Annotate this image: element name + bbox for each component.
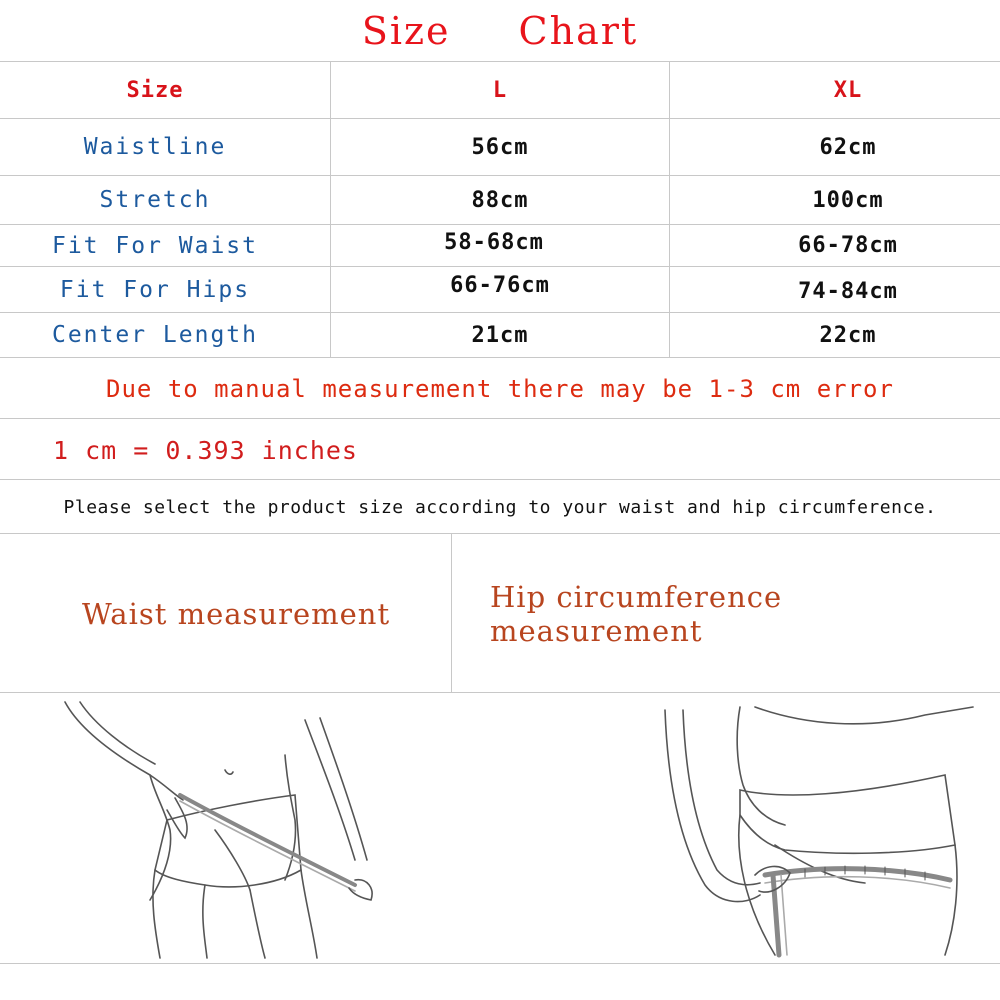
size-chart-title — [0, 0, 1000, 62]
cell-center-length-xl: 22cm — [819, 322, 877, 348]
cell-fit-for-hips-xl: 74-84cm — [798, 279, 898, 304]
header-xl: XL — [833, 77, 863, 103]
hip-measurement-heading: Hip circumference measurement — [490, 580, 783, 648]
inch-conversion-note: 1 cm = 0.393 inches — [53, 435, 358, 465]
notes-divider — [0, 479, 1000, 480]
table-bottom-border — [0, 357, 1000, 358]
cell-waistline-l: 56cm — [471, 134, 529, 160]
title-word-chart: Chart — [518, 9, 639, 53]
waist-measurement-heading: Waist measurement — [82, 597, 391, 631]
measurement-error-note: Due to manual measurement there may be 1-3 cm error — [106, 375, 894, 403]
header-size: Size — [126, 77, 184, 103]
cell-stretch-xl: 100cm — [812, 187, 884, 213]
measurement-divider — [0, 692, 1000, 693]
row-label-center-length: Center Length — [51, 322, 258, 348]
row-label-fit-for-hips: Fit For Hips — [59, 276, 251, 303]
cell-fit-for-waist-l: 58-68cm — [444, 230, 544, 255]
size-selection-note: Please select the product size according to your waist and hip circumference. — [63, 496, 937, 518]
row-label-stretch: Stretch — [99, 187, 211, 213]
page-bottom-divider — [0, 963, 1000, 964]
title-word-size: Size — [361, 9, 451, 53]
notes-divider — [0, 533, 1000, 534]
measurement-column-divider — [451, 533, 452, 693]
row-label-fit-for-waist: Fit For Waist — [51, 232, 258, 259]
cell-fit-for-hips-l: 66-76cm — [450, 273, 550, 298]
hip-measuring-illustration — [655, 705, 980, 960]
cell-fit-for-waist-xl: 66-78cm — [798, 233, 898, 258]
cell-waistline-xl: 62cm — [819, 134, 877, 160]
cell-stretch-l: 88cm — [471, 187, 529, 213]
waist-measuring-illustration — [55, 700, 395, 960]
cell-center-length-l: 21cm — [471, 322, 529, 348]
row-label-waistline: Waistline — [83, 134, 227, 160]
header-l: L — [492, 77, 508, 103]
notes-divider — [0, 418, 1000, 419]
